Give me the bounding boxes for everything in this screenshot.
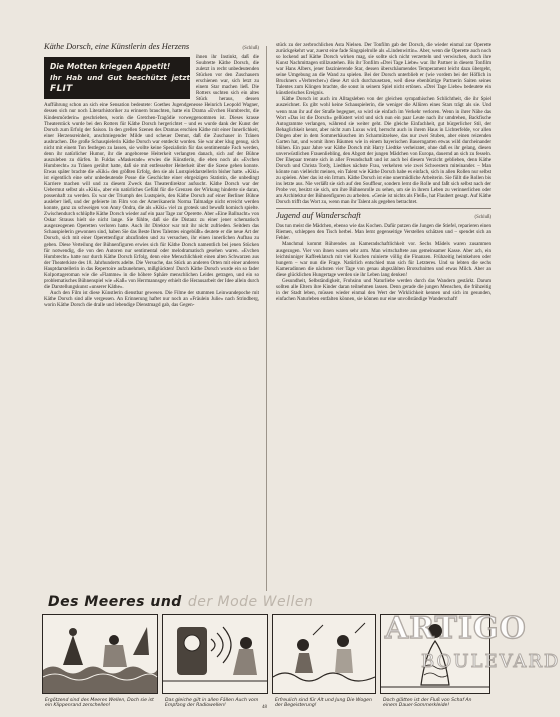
comic-panel-enthusiasm [272,614,376,694]
watermark-line2: BOULEVARD [421,651,560,672]
comic-panel-summer-dress [380,614,490,694]
column-rule [266,46,267,591]
article-header [44,42,259,52]
article-continuation-tag: (Schluß) [242,46,259,51]
page-number: 48 [262,705,267,710]
watermark-line1: ARTIGO [385,611,527,646]
comic-panel-radio [162,614,268,694]
article-paragraph: Die Motten kriegen Appetit! Ihr Hab und Gut beschützt jetzt FLIT ihnen ihr Instinkt, daß die Soubrette Käthe Dorsch, die zuletzt in recht unbedeutenden Stücken vor den Zuschauern erschienen war, sich letzt zu einem Star machen ließ. Die Rotters suchten sich ein altes Stück heraus, dessen Aufführung schon an sich eine Sensation bedeutete: Goethes Jugendgeneose Heinrich Leopold Wagner, dessen sich nur noch Literarhistoriker zu erinnern brauchten, hatte ein Drama »Evchen Humbrecht, die Kindesmörderin« geschrieben, worin die Gretchen-Tragödie vorweggenommen ist. Dieses krasse Theaterstück wurde bei den Rotters für Käthe Dorsch hergerichtet – und es wurde dank der Kunst der Dorsch zum Erfolg der Saison. In den grellen Szenen des Dramas erschien Käthe mit einer Innerlichkeit, einer Herzensreinheit, anschmiegender Milde und scheuer Demut, daß die Zuschauer in Tränen ausbrachen. Die große Schauspielerin Käthe Dorsch war entdeckt worden. Sie war aber klug genug, sich nicht mit einem Ton festlegen zu lassen, sie wollte keine Spezialistin für das sentimentale Fach werden, denn ihr natürlicher Humor, ihr die angeborene Heiterkeit verlangten danach, sich auf der Bühne auszuleben zu dürfen. In Fuldas »Maskerade« erwies die Künstlerin, die eben noch als »Evchen Humbrecht« zu Tränen gerührt hatte, daß sie mit entfesselter Heiterkeit über die Szene gehen konnte. Etwas später brachte die »Kiki« den größten Erfolg, den sie als Lustspieldarstellerin bisher hatte. »Kiki« ist eigentlich eine sehr unbedeutende Posse die Geschichte einer ehrgeizigen Statistin, die unbedingt Karriere machen will und zu diesem Zweck das Theaterdirektor aufsucht. Käthe Dorsch war der Uebermut selbst als »Kiki«, aber ein natürliches Gefühl für die Grenzen der Wirkung hinderte sie daran, possenhaft zu werden. Es war der Triumph des Lustspiels, den Käthe Dorsch auf einer Berliner Bühne auslebeт ließ, und der gefeierte im Film von der Amerikanerin Norma Talmadge nicht erreicht werden konnte, ganz zu schweigen von Anny Ondra, die als »Kiki« viel zu grotesk und bewußt komisch spielte. Zwischendurch schlüpfte Käthe Dorsch wieder auf ein paar Tage zur Operette. Aber »Eine Ballnacht« von Oskar Strauss hielt sie nicht lange. Sie fühlte, daß sie die Distanz zu einer jener schematisch ausgezeogenen Operetten verloren hatte. Auch ihr Direktor war mit ihr nicht zufrieden. Seitdem das Schauspielerin gewonnen sind, haben Sie das Beste Ihres Talentes eingebüßt« deutete er die neue Art der Dorsch, sich mit einer Operettenfigur abzufinden und zu versuchen, ihr einen innerlichen Aufbau zu geben. Diese Verteilung der Bühnenfiguren erwies sich für Käthe Dorsch namentlich bei jenen Stücken für notwendig, die von den Autoren nur sentimental oder melodramatisch gesehen waren. »Evchen Humbrecht« hatte nur durch Käthe Dorsch Erfolg, denn eine Menschlichkeit einen alten Schwarzen aus der Theaterkiste des 18. Jahrhunderts adelte. Die Versuche, das Stück an anderen Orten mit einer anderen Hauptdarstellerin in das Repertoire aufzunehmen, mißglückten! Durch Käthe Dorsch wurde ein so fader Kolportageroman wie die »Flamme« in die höhere Sphäre menschlichen Leides getragen, und ein so problematisches Bühnenspiel wie »Kaß« von Herrmannsgey erhielt die Herausarbeit der Idee allein durch die Darstellungskunst »unserer Käthe«. [44,54,259,290]
comic-title: Des Meeres und der Mode Wellen [48,594,314,610]
flit-advertisement [44,57,190,99]
radio-waves-drawing [163,615,267,693]
comic-caption: Erfreulich sind für Alt und Jung Die Wogen der Begeisterung! [275,698,372,709]
article-paragraph: Auch den Film ist diese Künstlerin dienstbar gewesen. Die Filme der stummen Leinwandepoche mit Käthe Dorsch sind alle vergessen. An Erinnerung haftet nur noch an »Fräulein Julie« nach Strindberg, worin Käthe Dorsch die dralle und lebendige Dienstmagd gab, das Gegen- [44,289,259,308]
article-paragraph: Gesundheit, Selbständigkeit, Frohsinn und Naturliebe werden durch das Wandern gestärkt. Darum sollten alle Eltern ihre Kinder daran teilnehmen lassen. Denn gerade die jungen Menschen, die frühzeitig in der Stadt leben, müssen wieder einmal den Wert der Wirklichkeit kennen und sich im gesunden, einfachen Naturleben entfalten können, sie können nur eine unvollständige Wanderschaft! [276,277,491,302]
summer-dress-drawing [381,615,489,693]
article-title: Käthe Dorsch, eine Künstlerin des Herzens [44,42,190,51]
comic-panels [42,614,490,696]
article-paragraph: stück zu der zerbrochlichen Asta Nielsen. Der Tonfilm gab der Dorsch, die wieder einmal zur Operette zurückgekehrt war, zuerst eine fade Singspielrolle als »Lindenwirtin«. Aber, wenn die Operette auch noch so lockend auf Käthe Dorsch wirken mag, sie sollte sich nicht verzetteln und verwischen, durch ihre Kunst Nachmittagen stillzustehen. Bis ihr Tonfilm »Drei Tage Liebe« war. Ihr Partner in diesem Tonfilm war Hans Albers, jener faszinierende Star, dessen überschäumendes Temperament leicht dazu übergeht, seine Umgebung an die Wand zu spielen. Bei der Dorsch unterblieb er (wie vordem bei der Höflich in Bruckners »Verbrecher«) diese Art sich durchzusetzen, weil diese ebenbürtige Partnerin Saiten seines Talentes zum Klingen brachte, die sonst in seinem Spiel nicht ertönen. »Drei Tage Liebe« bedeutete ein künstlerisches Ereignis. [276,42,491,97]
left-column [44,42,259,597]
right-column [276,42,491,597]
comic-panel-ocean-waves [42,614,158,694]
article-paragraph: Käthe Dorsch ist auch im Alltagsleben von der gleichen sympathischen Schlichtheit, die ihr Spiel auszeichnet. Es gibt wohl keine Schauspielerin, die weniger die Allüren eines Stars trägt als sie. Und wenn man ihr auf der Straße begegnet, so wird sie einfach im Verkehr verloren. Wenn in ihrer Nähe das Wort »Das ist die Dorsch« gellüstert wird und sich nun ein paar Leute nach ihr umdrehen, Backfische Autogramme verlangen, während sie weiter geht. Die gleiche Einfachheit, gut bürgerlicher Stil, der Behaglichkeit kennt, aber nicht zum Luxus wird, herrscht auch in ihrem Haus in Lichterfelde, vor allen Dingen aber in dem Sommerhäuschen im Scharmützelsee, das nur zwei Stuben, aber einen reizenden Garten hat, und womit ihren Bäumen wie in einem bayerischen Bauerngarten etwas wild durcheinander blühen. Ein paar Jahre war Käthe Dorsch mit Harry Liedtke verheiratet, ohne daß es ihr gelang, diesen unverwüstlichen Frauenliebling, den Abgott der jungen Mädchen von Europa, dauernd an sich zu fesseln. Der Ehepaar trennte sich in aller Freundschaft und ist auch bei diesem Verzicht geblieben, denn Käthe Dorsch und Christa Tordy, Liedtkes nächste Frau, verkehren wie zwei Schwestern miteinander. – Man könnte nun vielleicht meinen, ein Talent wie Käthe Dorsch habe es einfach, sich in allen Rollen nur selbst zu spielen. Aber das ist ein Irrtum. Käthe Dorsch ist eine unermüdliche Arbeiterin. Sie füllt die Rollen bis ins letzte aus. Nie verläßt sie sich auf den Souffleur, sondern lernt die Rolle und faßt sich selbst nach der Probe vor, besitzt sie sich, um ihre Bühnenrolle zu sehen, um sie in ihrem Leben zu verinnerlichen oder am Architektur der Bühnenfiguren zu arbeiten. »Genie ist nichts als Fleiß«, hat Flaubert gesagt. Auf Käthe Dorsch trifft das Wort zu, wenn man ihr Talent als gegeben betrachtet. [276,96,491,206]
comic-caption: Das gleiche gilt in allen Fällen Auch vom Empfang der Radiowellen! [165,698,259,709]
article-continuation-tag: (Schluß) [474,215,491,221]
ad-tagline: Ihr Hab und Gut beschützt jetzt FLIT [50,73,190,95]
comic-caption: Doch glätten ist der Fluß von Schaf An einem Dauer-Sommerkleide! [383,698,472,709]
enthusiasm-drawing [273,615,375,693]
article-divider [276,208,491,209]
ad-headline: Die Motten kriegen Appetit! [50,62,171,72]
comic-caption: Ergötzend sind des Meeres Wellen, Doch sie ist ein Klippenrand zerschellen! [45,698,154,709]
article-header [276,211,491,221]
ocean-waves-drawing [43,615,157,693]
article-paragraph: Das tun meist die Mädchen, ebenso wie das Kochen. Dafür putzen die Jungen die Stiefel, reparieren einen Riemen, schleppen den Tisch herbei. Man lernt gegenseitige Verstellen schätzen und – spendet sich an Fehler. [276,223,491,242]
article-paragraph: Manchmal kommt Rührendes an Kameradschaftlichkeit vor. Sechs Mädels waren zusammen ausgezogen. Vier von ihnen waren sehr arm. Man wirtschaftete aus gemeinsamer Kasse. Aber ach, ein leichtsinniger Kaffeeklatsch mit viel Kuchen ruinierte völlig die Finanzen. Frühzeitig heimkehren oder hungern – war nun die Frage. Natürlich entschied man sich für Letzteres. Und so lebten die sechs Kameradinnen die nächsten vier Tage von genau abgezählten Brotschnitten und etwas Milch. Aber an diese glücklichen Hungertage werden sie ihr Leben lang denken! [276,241,491,278]
article-title: Jugend auf Wanderschaft [276,211,361,221]
ad-brand-logo: FLIT [50,84,73,95]
comic-strip [42,594,490,712]
